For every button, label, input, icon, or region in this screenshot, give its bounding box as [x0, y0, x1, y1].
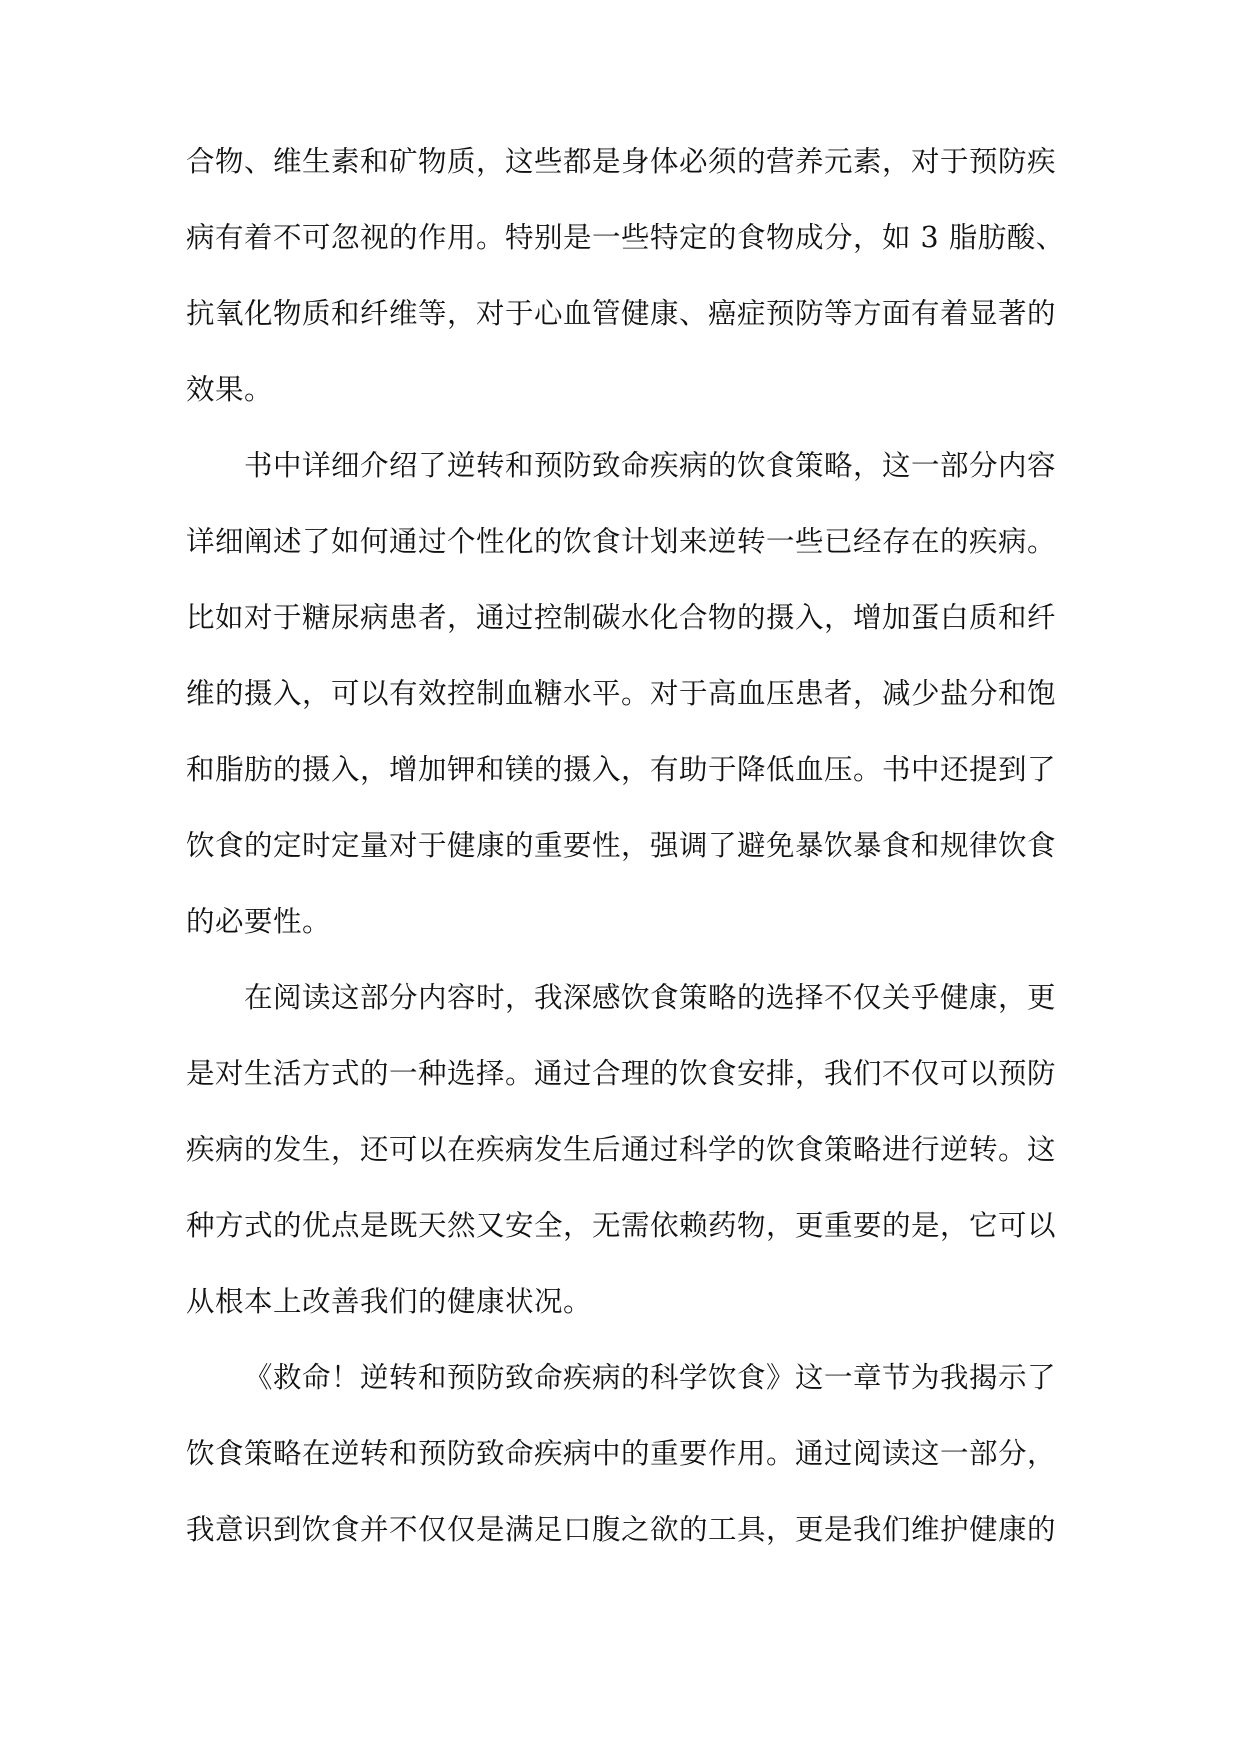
- text-line: 抗氧化物质和纤维等，对于心血管健康、癌症预防等方面有着显著的: [186, 297, 1057, 330]
- text-line: 详细阐述了如何通过个性化的饮食计划来逆转一些已经存在的疾病。: [186, 525, 1057, 558]
- paragraph-first-line: 书中详细介绍了逆转和预防致命疾病的饮食策略，这一部分内容: [244, 449, 1057, 482]
- text-line: 的必要性。: [186, 905, 332, 938]
- text-line: 是对生活方式的一种选择。通过合理的饮食安排，我们不仅可以预防: [186, 1057, 1057, 1090]
- text-line: 合物、维生素和矿物质，这些都是身体必须的营养元素，对于预防疾: [186, 145, 1057, 178]
- text-line: 我意识到饮食并不仅仅是满足口腹之欲的工具，更是我们维护健康的: [186, 1513, 1057, 1546]
- text-line: 比如对于糖尿病患者，通过控制碳水化合物的摄入，增加蛋白质和纤: [186, 601, 1057, 634]
- text-line: 维的摄入，可以有效控制血糖水平。对于高血压患者，减少盐分和饱: [186, 677, 1057, 710]
- paragraph-first-line: 在阅读这部分内容时，我深感饮食策略的选择不仅关乎健康，更: [244, 981, 1057, 1014]
- text-line: 饮食的定时定量对于健康的重要性，强调了避免暴饮暴食和规律饮食: [186, 829, 1057, 862]
- text-line: 疾病的发生，还可以在疾病发生后通过科学的饮食策略进行逆转。这: [186, 1133, 1057, 1166]
- text-line: 种方式的优点是既天然又安全，无需依赖药物，更重要的是，它可以: [186, 1209, 1057, 1242]
- paragraph-first-line: 《救命！逆转和预防致命疾病的科学饮食》这一章节为我揭示了: [244, 1361, 1057, 1394]
- text-line: 饮食策略在逆转和预防致命疾病中的重要作用。通过阅读这一部分，: [186, 1437, 1057, 1470]
- text-line: 效果。: [186, 373, 274, 406]
- text-line: 从根本上改善我们的健康状况。: [186, 1285, 593, 1318]
- text-line: 病有着不可忽视的作用。特别是一些特定的食物成分，如 3 脂肪酸、: [186, 221, 1065, 254]
- text-line: 和脂肪的摄入，增加钾和镁的摄入，有助于降低血压。书中还提到了: [186, 753, 1057, 786]
